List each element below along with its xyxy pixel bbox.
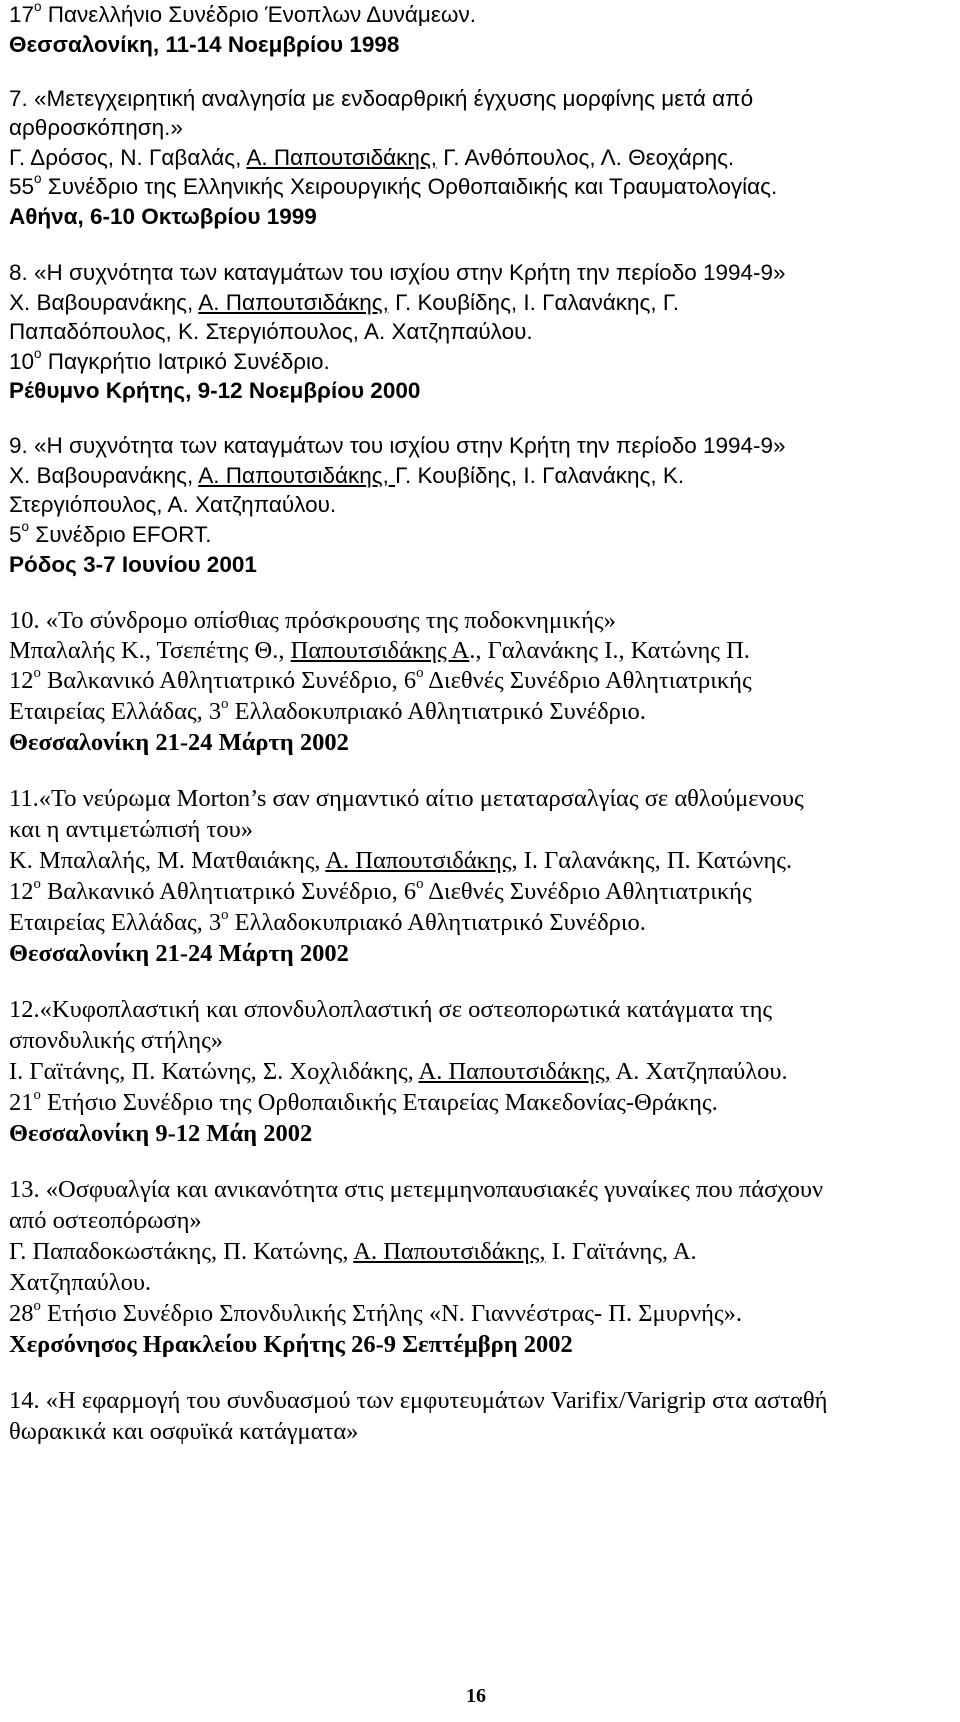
highlighted-author: Α. Παπουτσιδάκης, [418, 1058, 611, 1085]
entry11-title-line1: 11.«Το νεύρωμα Morton’s σαν σημαντικό αίτιο μεταταρσαλγίας σε αθλούμενους [9, 785, 804, 812]
header-conference-place: Θεσσαλονίκη, 11-14 Νοεμβρίου 1998 [9, 32, 400, 57]
entry13-title-line2: από οστεοπόρωση» [9, 1207, 202, 1234]
entry7-title-line2: αρθροσκόπηση.» [9, 115, 183, 140]
entry9-authors-line2: Στεργιόπουλος, Α. Χατζηπαύλου. [9, 492, 337, 517]
entry11-conference-line1: $12^o$ Βαλκανικό Αθλητιατρικό Συνέδριο, $6^o$ Διεθνές Συνέδριο Αθλητιατρικής [9, 875, 752, 905]
entry13-authors-line1: Γ. Παπαδοκωστάκης, Π. Κατώνης, Α. Παπουτσιδάκης, Ι. Γαϊτάνης, Α. [9, 1238, 697, 1265]
entry10-conference-line2: Εταιρείας Ελλάδας, $3^o$ Ελλαδοκυπριακό Αθλητιατρικό Συνέδριο. [9, 695, 646, 725]
entry8-authors-line2: Παπαδόπουλος, Κ. Στεργιόπουλος, Α. Χατζηπαύλου. [9, 319, 533, 344]
entry13-authors-line2: Χατζηπαύλου. [9, 1269, 152, 1296]
entry9-place: Ρόδος 3-7 Ιουνίου 2001 [9, 552, 257, 577]
entry10-authors: Μπαλαλής Κ., Τσεπέτης Θ., Παπουτσιδάκης Α., Γαλανάκης Ι., Κατώνης Π. [9, 637, 750, 664]
entry11-conference-line2: Εταιρείας Ελλάδας, $3^o$ Ελλαδοκυπριακό Αθλητιατρικό Συνέδριο. [9, 906, 646, 936]
entry13-place: Χερσόνησος Ηρακλείου Κρήτης 26-9 Σεπτέμβρη 2002 [9, 1331, 573, 1358]
highlighted-author: Α. Παπουτσιδάκης, [246, 145, 438, 170]
conference-name-text: Πανελλήνιο Συνέδριο Ένοπλων Δυνάμεων. [41, 2, 476, 27]
entry8-place: Ρέθυμνο Κρήτης, 9-12 Νοεμβρίου 2000 [9, 378, 421, 403]
entry7-conference: $55^o$ Συνέδριο της Ελληνικής Χειρουργικής Ορθοπαιδικής και Τραυματολογίας. [9, 171, 778, 199]
entry13-conference: $28^o$ Ετήσιο Συνέδριο Σπονδυλικής Στήλης «Ν. Γιαννέστρας- Π. Σμυρνής». [9, 1297, 742, 1327]
entry9-title: 9. «Η συχνότητα των καταγμάτων του ισχίου στην Κρήτη την περίοδο 1994-9» [9, 433, 786, 458]
entry12-title-line1: 12.«Κυφοπλαστική και σπονδυλοπλαστική σε οστεοπορωτικά κατάγματα της [9, 996, 773, 1023]
entry11-title-line2: και η αντιμετώπισή του» [9, 816, 253, 843]
entry7-place: Αθήνα, 6-10 Οκτωβρίου 1999 [9, 204, 317, 229]
ordinal-suffix: ο [34, 0, 42, 15]
entry12-authors: Ι. Γαϊτάνης, Π. Κατώνης, Σ. Χοχλιδάκης, Α. Παπουτσιδάκης, Α. Χατζηπαύλου. [9, 1058, 788, 1085]
entry14-title-line2: θωρακικά και οσφυϊκά κατάγματα» [9, 1418, 359, 1445]
entry7-title-line1: 7. «Μετεγχειρητική αναλγησία με ενδοαρθρική έγχυσης μορφίνης μετά από [9, 86, 754, 111]
entry11-authors: Κ. Μπαλαλής, Μ. Ματθαιάκης, Α. Παπουτσιδάκης, Ι. Γαλανάκης, Π. Κατώνης. [9, 847, 793, 874]
entry9-authors-line1: Χ. Βαβουρανάκης, Α. Παπουτσιδάκης, Γ. Κουβίδης, Ι. Γαλανάκης, Κ. [9, 463, 685, 488]
page-number: 16 [466, 1685, 486, 1707]
highlighted-author: Α. Παπουτσιδάκης, [198, 290, 389, 315]
highlighted-author: Α. Παπουτσιδάκης, [353, 1238, 546, 1265]
entry11-place: Θεσσαλονίκη 21-24 Μάρτη 2002 [9, 940, 349, 967]
entry7-authors: Γ. Δρόσος, Ν. Γαβαλάς, Α. Παπουτσιδάκης, Γ. Ανθόπουλος, Λ. Θεοχάρης. [9, 145, 735, 170]
entry13-title-line1: 13. «Οσφυαλγία και ανικανότητα στις μετεμμηνοπαυσιακές γυναίκες που πάσχουν [9, 1176, 824, 1203]
entry9-conference: $5^o$ Συνέδριο EFORT. [9, 519, 212, 547]
entry10-title: 10. «Το σύνδρομο οπίσθιας πρόσκρουσης της ποδοκνημικής» [9, 607, 616, 634]
entry8-title: 8. «Η συχνότητα των καταγμάτων του ισχίου στην Κρήτη την περίοδο 1994-9» [9, 260, 786, 285]
entry8-conference: $10^o$ Παγκρήτιο Ιατρικό Συνέδριο. [9, 346, 330, 374]
entry12-place: Θεσσαλονίκη 9-12 Μάη 2002 [9, 1120, 313, 1147]
entry10-place: Θεσσαλονίκη 21-24 Μάρτη 2002 [9, 729, 349, 756]
header-conference-name [9, 0, 476, 30]
entry10-conference-line1: $12^o$ Βαλκανικό Αθλητιατρικό Συνέδριο, $6^o$ Διεθνές Συνέδριο Αθλητιατρικής [9, 664, 752, 694]
highlighted-author: Α. Παπουτσιδάκης [325, 847, 512, 874]
highlighted-author: Α. Παπουτσιδάκης, [198, 463, 396, 488]
highlighted-author: Παπουτσιδάκης Α [290, 637, 470, 664]
entry8-authors-line1: Χ. Βαβουρανάκης, Α. Παπουτσιδάκης, Γ. Κουβίδης, Ι. Γαλανάκης, Γ. [9, 290, 680, 315]
entry12-conference: $21^o$ Ετήσιο Συνέδριο της Ορθοπαιδικής Εταιρείας Μακεδονίας-Θράκης. [9, 1086, 718, 1116]
entry14-title-line1: 14. «Η εφαρμογή του συνδυασμού των εμφυτευμάτων Varifix/Varigrip στα ασταθή [9, 1387, 828, 1414]
ordinal-number: 17 [9, 2, 35, 27]
entry12-title-line2: σπονδυλικής στήλης» [9, 1027, 224, 1054]
